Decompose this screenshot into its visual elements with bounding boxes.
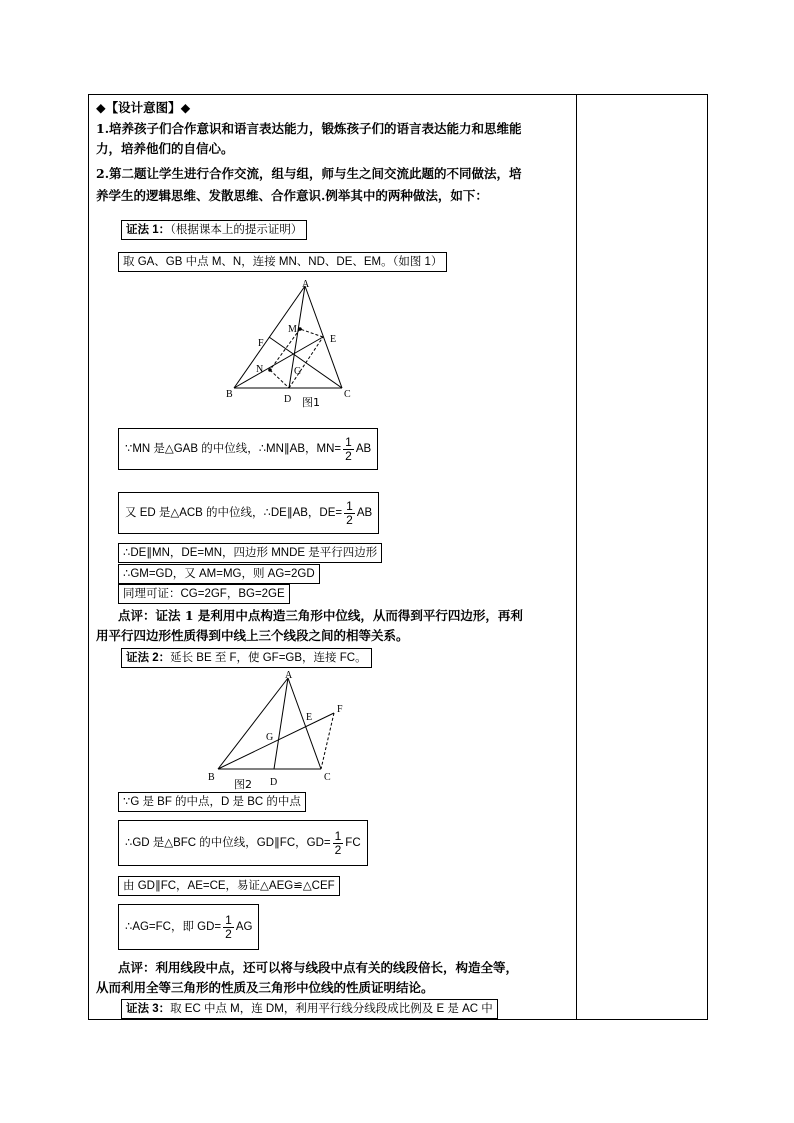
fig2-label-e: E: [306, 712, 313, 723]
fig1-segment-em: [300, 329, 323, 337]
column-divider: [576, 95, 577, 1019]
method2-step2-pre: ∴GD 是△BFC 的中位线，GD∥FC，GD=: [125, 837, 331, 849]
method2-step4-pre: ∴AG=FC，即 GD=: [125, 921, 222, 933]
method1-step2-box: [118, 492, 379, 534]
method2-step1-box: ∵G 是 BF 的中点，D 是 BC 的中点: [118, 792, 306, 812]
fig2-label-f: F: [337, 704, 343, 715]
method2-comment-b: 从而利用全等三角形的性质及三角形中位线的性质证明结论。: [96, 980, 434, 995]
method2-step3-box: 由 GD∥FC，AE=CE，易证△AEG≌△CEF: [118, 876, 340, 896]
fig1-label-e: E: [330, 334, 337, 345]
fig1-side-ac: [305, 286, 342, 388]
fig2-line-bf: [218, 713, 334, 769]
fig1-segment-de: [289, 337, 323, 388]
intro-paragraph-1a: 1.培养孩子们合作意识和语言表达能力，锻炼孩子们的语言表达能力和思维能: [96, 121, 522, 136]
fig2-caption: 图2: [234, 778, 252, 791]
method1-comment-b: 用平行四边形性质得到中线上三个线段之间的相等关系。: [96, 628, 409, 643]
fig1-point-m: [298, 327, 302, 331]
method2-title-label: 证法 2：: [126, 652, 171, 664]
method2-step4-box: [118, 904, 259, 950]
fig1-label-n: N: [256, 364, 264, 375]
fig2-segment-fc: [321, 713, 334, 769]
fig1-label-m: M: [288, 324, 297, 335]
intro-paragraph-2a: 2.第二题让学生进行合作交流，组与组，师与生之间交流此题的不同做法，培: [96, 166, 522, 181]
method2-title-box: [121, 648, 372, 668]
method1-step5-box: 同理可证：CG=2GF，BG=2GE: [118, 584, 290, 604]
fraction-half: $\frac{1}{2}$: [334, 828, 342, 857]
method1-comment-a: 点评：证法 1 是利用中点构造三角形中位线，从而得到平行四边形，再利: [118, 608, 523, 623]
figure-2: [204, 668, 364, 792]
fig1-label-a: A: [302, 279, 310, 290]
method1-step4-box: ∴GM=GD，又 AM=MG，则 AG=2GD: [118, 564, 320, 584]
fig2-label-c: C: [324, 772, 331, 783]
fig1-segment-nd: [270, 370, 289, 388]
method2-comment-a: 点评：利用线段中点，还可以将与线段中点有关的线段倍长，构造全等，: [118, 960, 519, 975]
method3-title-box: [121, 999, 498, 1019]
fig1-label-b: B: [226, 389, 233, 400]
fig1-label-d: D: [284, 394, 292, 405]
method3-title-text: 取 EC 中点 M，连 DM，利用平行线分线段成比例及 E 是 AC 中: [170, 1003, 493, 1015]
fraction-half: $\frac{1}{2}$: [346, 498, 353, 527]
method1-step3-box: ∴DE∥MN，DE=MN，四边形 MNDE 是平行四边形: [118, 543, 382, 563]
fig2-side-ac: [288, 678, 321, 769]
fig1-label-g: G: [294, 366, 302, 377]
fig2-side-ab: [218, 678, 288, 769]
fig1-point-n: [268, 368, 272, 372]
fig2-label-d: D: [270, 777, 278, 788]
method1-step1-pre: ∵MN 是△GAB 的中位线，∴MN∥AB，MN=: [125, 443, 342, 455]
method2-step2-post: FC: [345, 837, 361, 849]
fig1-median-be: [234, 337, 323, 388]
fig2-label-g: G: [266, 732, 274, 743]
fig2-label-b: B: [208, 772, 215, 783]
fig1-caption: 图1: [302, 396, 320, 409]
method1-step2-post: AB: [356, 507, 373, 519]
method1-step1-box: [118, 428, 378, 470]
method2-step2-box: [118, 820, 368, 866]
figure-1: [222, 276, 362, 411]
method2-title-text: 延长 BE 至 F，使 GF=GB，连接 FC。: [170, 652, 367, 664]
fig2-median-ad: [274, 678, 288, 769]
fig2-label-a: A: [285, 670, 293, 681]
intro-paragraph-2b: 养学生的逻辑思维、发散思维、合作意识.例举其中的两种做法，如下：: [96, 188, 488, 203]
intro-paragraph-1b: 力，培养他们的自信心。: [96, 141, 234, 156]
design-intent-header: ◆【设计意图】◆: [96, 100, 191, 115]
method1-title-note: （根据课本上的提示证明）: [170, 224, 303, 236]
fraction-half: $\frac{1}{2}$: [345, 434, 352, 463]
method1-step2-pre: 又 ED 是△ACB 的中位线，∴DE∥AB，DE=: [125, 507, 343, 519]
fig1-label-c: C: [344, 389, 351, 400]
fraction-half: $\frac{1}{2}$: [225, 912, 232, 941]
method1-setup-box: 取 GA、GB 中点 M、N，连接 MN、ND、DE、EM。（如图 1）: [118, 252, 447, 272]
method2-step4-post: AG: [235, 921, 253, 933]
method1-step1-post: AB: [355, 443, 372, 455]
method1-title-box: [121, 220, 307, 240]
fig1-label-f: F: [258, 338, 264, 349]
method1-title-label: 证法 1：: [126, 224, 171, 236]
method3-title-label: 证法 3：: [126, 1003, 171, 1015]
